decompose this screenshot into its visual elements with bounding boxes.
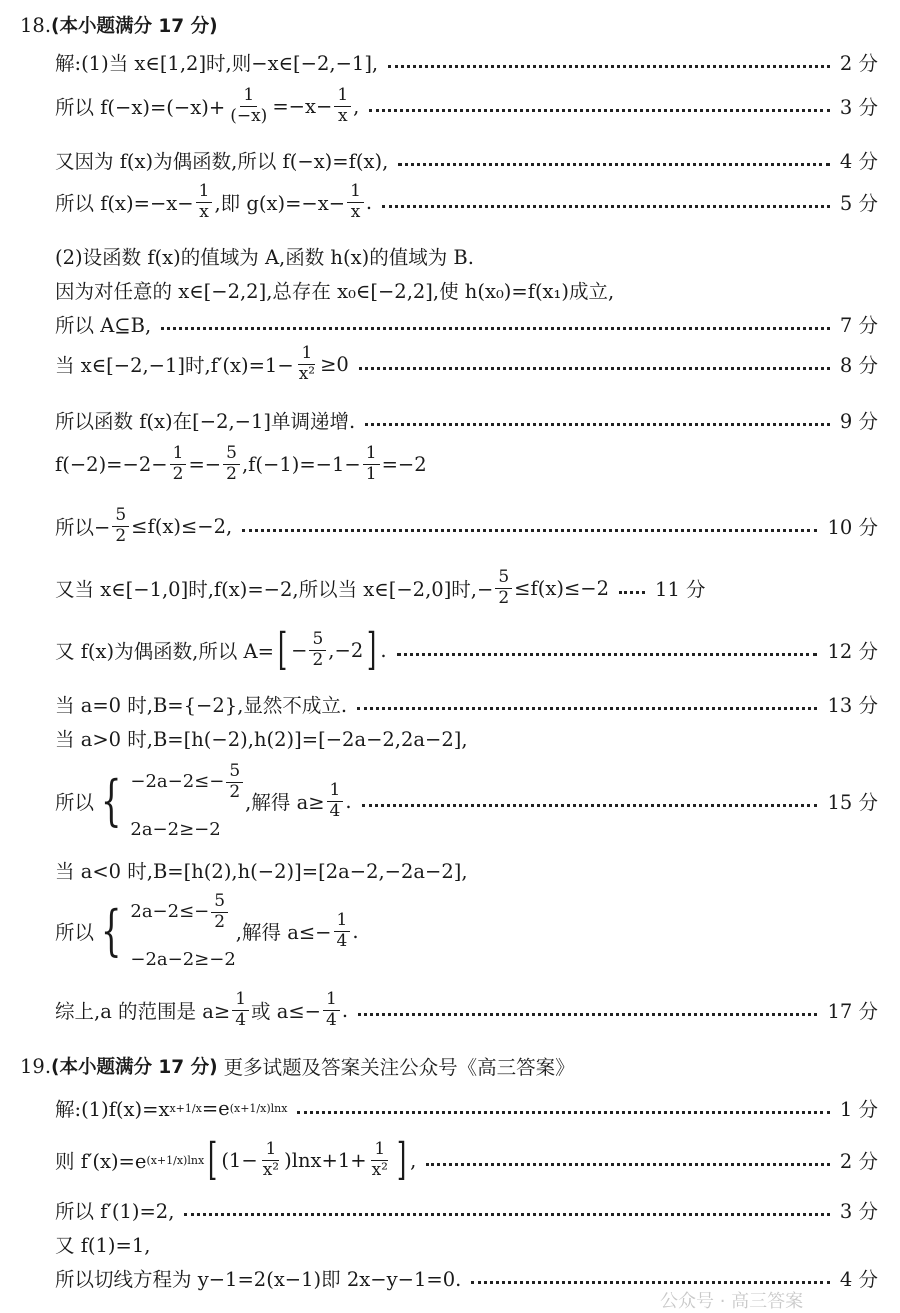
line-text: )lnx+1+: [284, 1148, 367, 1172]
score: 8 分: [839, 354, 878, 378]
superscript: (x+1/x)lnx: [146, 1153, 205, 1167]
q18-line-10: [55, 444, 878, 484]
line-text: ≥0: [320, 352, 349, 376]
left-brace: {: [100, 899, 122, 962]
q18-line-2: [55, 86, 878, 126]
score: 11 分: [655, 578, 706, 602]
fraction: $\frac{5}{2}$: [112, 506, 129, 546]
line-text: 因为对任意的 x∈[−2,2],总存在 x₀∈[−2,2],使 h(x₀)=f(x₁)成立,: [55, 280, 615, 303]
line-text: .: [345, 789, 352, 813]
q18-line-11: [55, 506, 878, 546]
score: 3 分: [839, 1200, 878, 1223]
line-text: .: [380, 638, 387, 662]
line-text: (2)设函数 f(x)的值域为 A,函数 h(x)的值域为 B.: [55, 246, 474, 269]
leader-dots: [619, 591, 645, 594]
line-text: ,解得 a≥: [245, 791, 325, 814]
fraction: $\frac{1}{x}$: [347, 182, 364, 222]
line-text: 又 f(1)=1,: [55, 1234, 151, 1257]
q19-note: 更多试题及答案关注公众号《高三答案》: [223, 1056, 575, 1079]
q18-line-8: [55, 344, 878, 384]
score: 13 分: [827, 694, 878, 717]
q18-line-18: [55, 892, 878, 970]
superscript: x+1/x: [169, 1101, 202, 1115]
line-text: ≤f(x)≤−2: [514, 576, 610, 600]
line-text: 当 a<0 时,B=[h(2),h(−2)]=[2a−2,−2a−2],: [55, 860, 468, 883]
fraction: $\frac{1}{x}$: [196, 182, 213, 222]
line-text: ,即 g(x)=−x−: [214, 192, 346, 216]
fraction: $\frac{1}{4}$: [334, 911, 351, 951]
score: 2 分: [839, 1150, 878, 1173]
q19-points: (本小题满分 17 分): [51, 1057, 218, 1078]
line-text: 所以 f(x)=−x−: [55, 192, 194, 216]
fraction: $\frac{1}{1}$: [363, 444, 380, 484]
line-text: 所以 f(−x)=(−x)+: [55, 96, 226, 120]
q18-line-19: [55, 990, 878, 1030]
line-text: 所以切线方程为 y−1=2(x−1)即 2x−y−1=0.: [55, 1268, 462, 1291]
leader-dots: [365, 423, 830, 426]
line-text: (1−: [221, 1148, 258, 1172]
line-text: 所以 f′(1)=2,: [55, 1200, 175, 1223]
score: 5 分: [839, 192, 878, 216]
equation-system: 2a−2≤− $\frac{5}{2}$ −2a−2≥−2: [130, 891, 236, 970]
leader-dots: [359, 367, 830, 370]
fraction: $\frac{1}{x}$: [334, 86, 351, 126]
fraction: $\frac{1}{4}$: [327, 781, 344, 821]
score: 4 分: [839, 150, 878, 173]
leader-dots: [382, 205, 830, 208]
line-text: 当 a=0 时,B={−2},显然不成立.: [55, 694, 348, 717]
leader-dots: [471, 1281, 830, 1284]
fraction: $\frac{1}{\text{x²}}$: [262, 1138, 280, 1180]
score: 12 分: [827, 640, 878, 663]
q18-line-3: [55, 146, 878, 174]
line-text: ≤f(x)≤−2,: [131, 514, 233, 538]
line-text: =e: [201, 1096, 230, 1120]
q19-line-2: [55, 1134, 878, 1185]
line-text: .: [352, 919, 359, 943]
fraction: $\frac{5}{2}$: [223, 444, 240, 484]
line-text: .: [341, 998, 349, 1022]
line-text: ,f(−1)=−1−: [241, 452, 361, 476]
fraction: $\frac{1}{\text{x²}}$: [298, 343, 316, 384]
line-text: 综上,a 的范围是 a≥: [55, 1000, 231, 1024]
line-text: 所以 A⊆B,: [55, 314, 152, 337]
leader-dots: [297, 1111, 829, 1114]
line-text: 又因为 f(x)为偶函数,所以 f(−x)=f(x),: [55, 150, 389, 173]
q18-line-13: [55, 624, 878, 675]
fraction: $\frac{1}{\text{x²}}$: [371, 1138, 388, 1180]
fraction: $\frac{5}{2}$: [309, 630, 326, 670]
q19-line-1: [55, 1094, 878, 1122]
score: 3 分: [839, 96, 878, 120]
leader-dots: [398, 163, 830, 166]
line-text: ,−2: [328, 638, 364, 662]
right-bracket: ]: [396, 1134, 407, 1185]
line-text: 解:(1)f(x)=x: [55, 1098, 170, 1121]
fraction: $\frac{1}{4}$: [323, 990, 340, 1030]
line-text: 当 x∈[−2,−1]时,f′(x)=1−: [55, 354, 294, 378]
line-text: 所以−: [55, 516, 111, 540]
line-text: .: [365, 190, 373, 214]
score: 10 分: [827, 516, 878, 540]
line-text: 所以函数 f(x)在[−2,−1]单调递增.: [55, 410, 356, 433]
line-text: 或 a≤−: [251, 1000, 322, 1024]
score: 15 分: [827, 791, 878, 814]
leader-dots: [426, 1163, 830, 1166]
line-text: =−: [188, 452, 222, 476]
q18-line-14: [55, 690, 878, 718]
fraction: $\frac{5}{2}$: [495, 568, 512, 608]
q18-line-7: [55, 310, 878, 338]
q18-number: 18.: [20, 13, 52, 37]
q19-line-4: [55, 1230, 878, 1258]
line-text: 又 f(x)为偶函数,所以 A=: [55, 640, 274, 663]
line-text: ,: [353, 94, 360, 118]
q18-line-1: [55, 48, 878, 76]
q18-line-5: [55, 242, 878, 270]
q18-points: (本小题满分 17 分): [51, 16, 218, 37]
superscript: (x+1/x)lnx: [229, 1101, 288, 1115]
q19-number: 19.: [20, 1054, 52, 1078]
fraction: $\frac{1}{2}$: [170, 444, 187, 484]
equation-system: −2a−2≤− $\frac{5}{2}$ 2a−2≥−2: [130, 762, 245, 840]
q19-header: [20, 1052, 878, 1080]
score: 2 分: [839, 52, 878, 75]
q19-line-3: [55, 1196, 878, 1224]
q18-header: [20, 12, 878, 38]
line-text: 所以: [55, 921, 95, 944]
left-bracket: [: [277, 624, 288, 675]
watermark: 公众号 · 高三答案: [660, 1291, 804, 1312]
leader-dots: [388, 65, 830, 68]
q18-line-15: [55, 724, 878, 752]
q18-line-6: [55, 276, 878, 304]
leader-dots: [184, 1213, 829, 1216]
score: 1 分: [839, 1098, 878, 1121]
line-text: 则 f′(x)=e: [55, 1150, 147, 1173]
leader-dots: [369, 109, 830, 112]
line-text: 所以: [55, 791, 95, 814]
line-text: ,: [410, 1148, 417, 1172]
line-text: =−x−: [272, 94, 333, 118]
line-text: =−2: [381, 452, 427, 476]
right-bracket: ]: [367, 624, 377, 675]
fraction: $\frac{1}{4}$: [232, 990, 249, 1030]
line-text: 当 a>0 时,B=[h(−2),h(2)]=[−2a−2,2a−2],: [55, 728, 468, 751]
line-text: f(−2)=−2−: [55, 452, 168, 476]
line-text: −: [291, 638, 308, 662]
score: 17 分: [827, 1000, 878, 1024]
line-text: 解:(1)当 x∈[1,2]时,则−x∈[−2,−1],: [55, 52, 379, 75]
score: 7 分: [839, 314, 878, 337]
q18-line-9: [55, 406, 878, 434]
line-text: ,解得 a≤−: [235, 921, 332, 944]
leader-dots: [161, 327, 830, 330]
left-brace: {: [100, 769, 122, 832]
leader-dots: [358, 1013, 817, 1016]
q18-line-12: [55, 568, 878, 608]
q18-line-4: [55, 182, 878, 222]
leader-dots: [242, 529, 817, 532]
q18-line-17: [55, 856, 878, 884]
leader-dots: [357, 707, 817, 710]
q18-line-16: [55, 762, 878, 840]
leader-dots: [362, 804, 818, 807]
leader-dots: [397, 653, 818, 656]
fraction: $\frac{1}{(-x)}$: [230, 85, 268, 126]
score: 4 分: [839, 1268, 878, 1291]
line-text: 又当 x∈[−1,0]时,f(x)=−2,所以当 x∈[−2,0]时,−: [55, 578, 494, 602]
score: 9 分: [839, 410, 878, 433]
left-bracket: [: [208, 1134, 218, 1185]
